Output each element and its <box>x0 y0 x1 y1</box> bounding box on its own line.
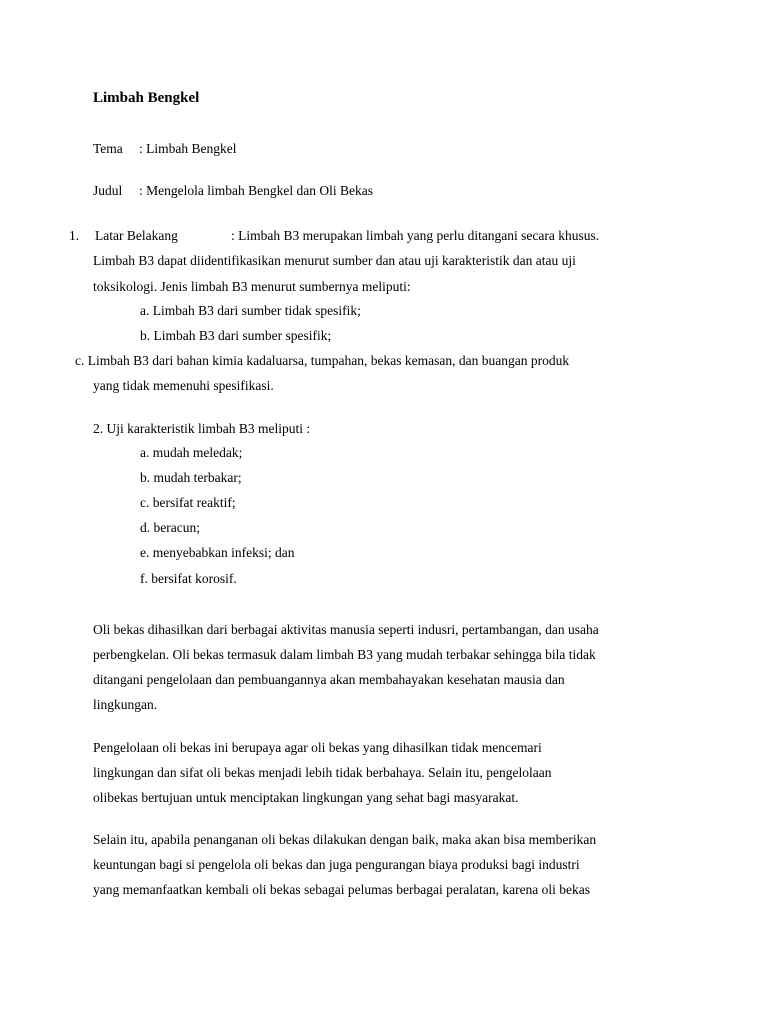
section-2-heading: 2. Uji karakteristik limbah B3 meliputi : <box>93 421 311 436</box>
paragraph-line: Pengelolaan oli bekas ini berupaya agar oli bekas yang dihasilkan tidak mencemari <box>93 740 542 755</box>
list-item-continuation: yang tidak memenuhi spesifikasi. <box>93 378 274 393</box>
judul-value: : Mengelola limbah Bengkel dan Oli Bekas <box>139 183 373 198</box>
paragraph-line: perbengkelan. Oli bekas termasuk dalam limbah B3 yang mudah terbakar sehingga bila tidak <box>93 647 596 662</box>
paragraph-line: Oli bekas dihasilkan dari berbagai aktivitas manusia seperti indusri, pertambangan, dan usaha <box>93 622 599 637</box>
list-item: a. Limbah B3 dari sumber tidak spesifik; <box>140 303 361 318</box>
paragraph-line: lingkungan dan sifat oli bekas menjadi lebih tidak berbahaya. Selain itu, pengelolaan <box>93 765 552 780</box>
list-item: b. mudah terbakar; <box>140 470 242 485</box>
section-1-label: Latar Belakang <box>95 228 178 243</box>
paragraph-line: lingkungan. <box>93 697 158 712</box>
paragraph-line: ditangani pengelolaan dan pembuangannya akan membahayakan kesehatan mausia dan <box>93 672 565 687</box>
list-item: c. bersifat reaktif; <box>140 495 236 510</box>
list-item: c. Limbah B3 dari bahan kimia kadaluarsa, tumpahan, bekas kemasan, dan buangan produk <box>75 353 570 368</box>
document-title: Limbah Bengkel <box>93 90 200 106</box>
list-item: d. beracun; <box>140 520 200 535</box>
paragraph-line: olibekas bertujuan untuk menciptakan lingkungan yang sehat bagi masyarakat. <box>93 790 519 805</box>
paragraph-line: keuntungan bagi si pengelola oli bekas dan juga pengurangan biaya produksi bagi industri <box>93 857 580 872</box>
list-item: b. Limbah B3 dari sumber spesifik; <box>140 328 332 343</box>
section-1-line: : Limbah B3 merupakan limbah yang perlu ditangani secara khusus. <box>231 228 600 243</box>
list-item: a. mudah meledak; <box>140 445 243 460</box>
section-1-number: 1. <box>69 228 80 243</box>
paragraph-line: yang memanfaatkan kembali oli bekas sebagai pelumas berbagai peralatan, karena oli bekas <box>93 882 591 897</box>
section-1-line: Limbah B3 dapat diidentifikasikan menurut sumber dan atau uji karakteristik dan atau uji <box>93 253 576 268</box>
list-item: e. menyebabkan infeksi; dan <box>140 545 295 560</box>
list-item: f. bersifat korosif. <box>140 571 237 586</box>
paragraph-line: Selain itu, apabila penanganan oli bekas dilakukan dengan baik, maka akan bisa memberikan <box>93 832 597 847</box>
tema-value: : Limbah Bengkel <box>139 141 237 156</box>
tema-label: Tema <box>93 141 123 156</box>
judul-label: Judul <box>93 183 123 198</box>
section-1-line: toksikologi. Jenis limbah B3 menurut sumbernya meliputi: <box>93 279 411 294</box>
